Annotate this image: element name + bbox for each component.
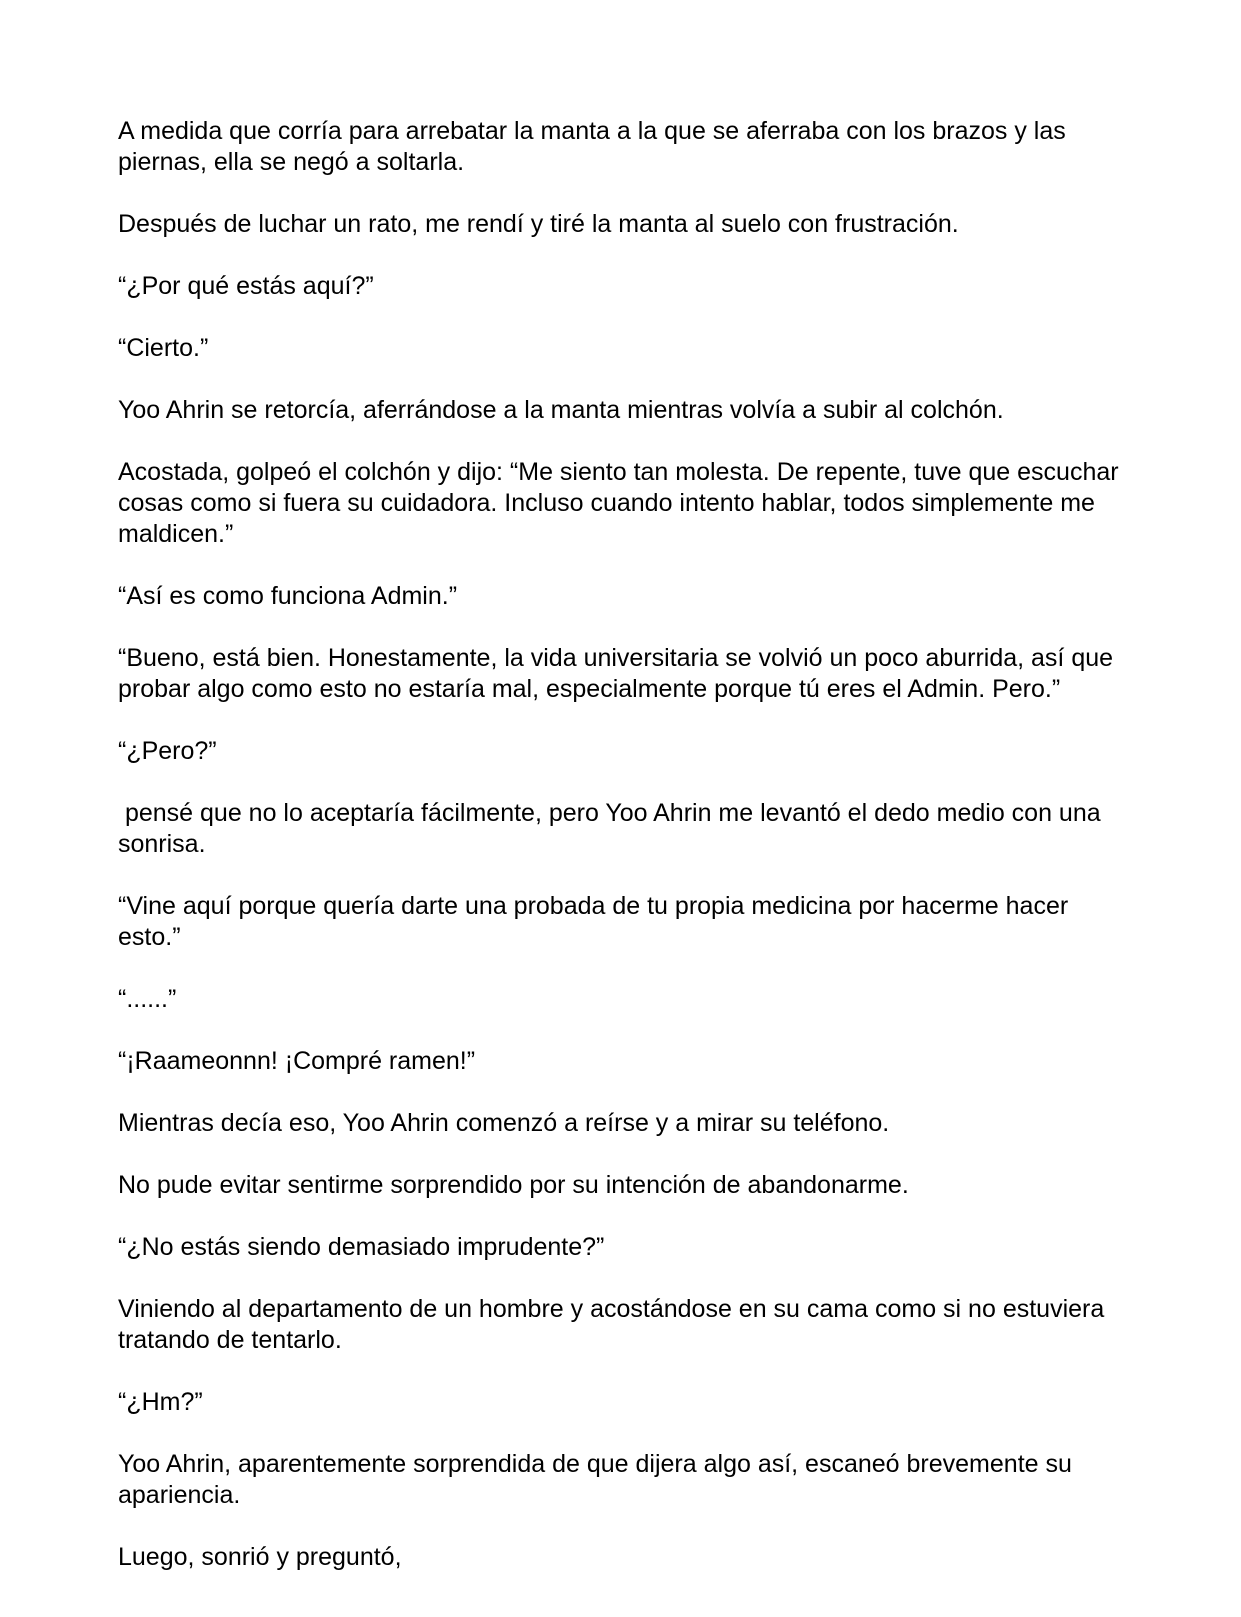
paragraph: Yoo Ahrin, aparentemente sorprendida de que dijera algo así, escaneó brevemente su apariencia. [118, 1450, 1079, 1509]
paragraph: “Así es como funciona Admin.” [118, 582, 458, 610]
paragraph: Yoo Ahrin se retorcía, aferrándose a la manta mientras volvía a subir al colchón. [118, 396, 1004, 424]
paragraph: “¿No estás siendo demasiado imprudente?” [118, 1233, 605, 1261]
document-body [118, 116, 1128, 1604]
paragraph: “Vine aquí porque quería darte una probada de tu propia medicina por hacerme hacer esto.” [118, 892, 1076, 951]
paragraph: No pude evitar sentirme sorprendido por su intención de abandonarme. [118, 1171, 909, 1199]
paragraph: “¿Hm?” [118, 1388, 203, 1416]
paragraph: Después de luchar un rato, me rendí y tiré la manta al suelo con frustración. [118, 210, 959, 238]
paragraph: “......” [118, 985, 177, 1013]
paragraph: Luego, sonrió y preguntó, [118, 1543, 402, 1571]
paragraph: Acostada, golpeó el colchón y dijo: “Me siento tan molesta. De repente, tuve que escuchar cosas como si fuera su cuidadora. Incluso cuando intento hablar, todos simplemente me maldicen.” [118, 458, 1126, 548]
paragraph: “¡Raameonnn! ¡Compré ramen!” [118, 1047, 476, 1075]
paragraph: “Cierto.” [118, 334, 209, 362]
paragraph: “¿Pero?” [118, 737, 217, 765]
paragraph: Mientras decía eso, Yoo Ahrin comenzó a reírse y a mirar su teléfono. [118, 1109, 890, 1137]
paragraph: pensé que no lo aceptaría fácilmente, pero Yoo Ahrin me levantó el dedo medio con una sonrisa. [118, 799, 1108, 858]
paragraph: “Bueno, está bien. Honestamente, la vida universitaria se volvió un poco aburrida, así que probar algo como esto no estaría mal, especialmente porque tú eres el Admin. Pero.” [118, 644, 1120, 703]
paragraph: “¿Por qué estás aquí?” [118, 272, 374, 300]
paragraph: Viniendo al departamento de un hombre y acostándose en su cama como si no estuviera tratando de tentarlo. [118, 1295, 1112, 1354]
paragraph: A medida que corría para arrebatar la manta a la que se aferraba con los brazos y las piernas, ella se negó a soltarla. [118, 117, 1073, 176]
